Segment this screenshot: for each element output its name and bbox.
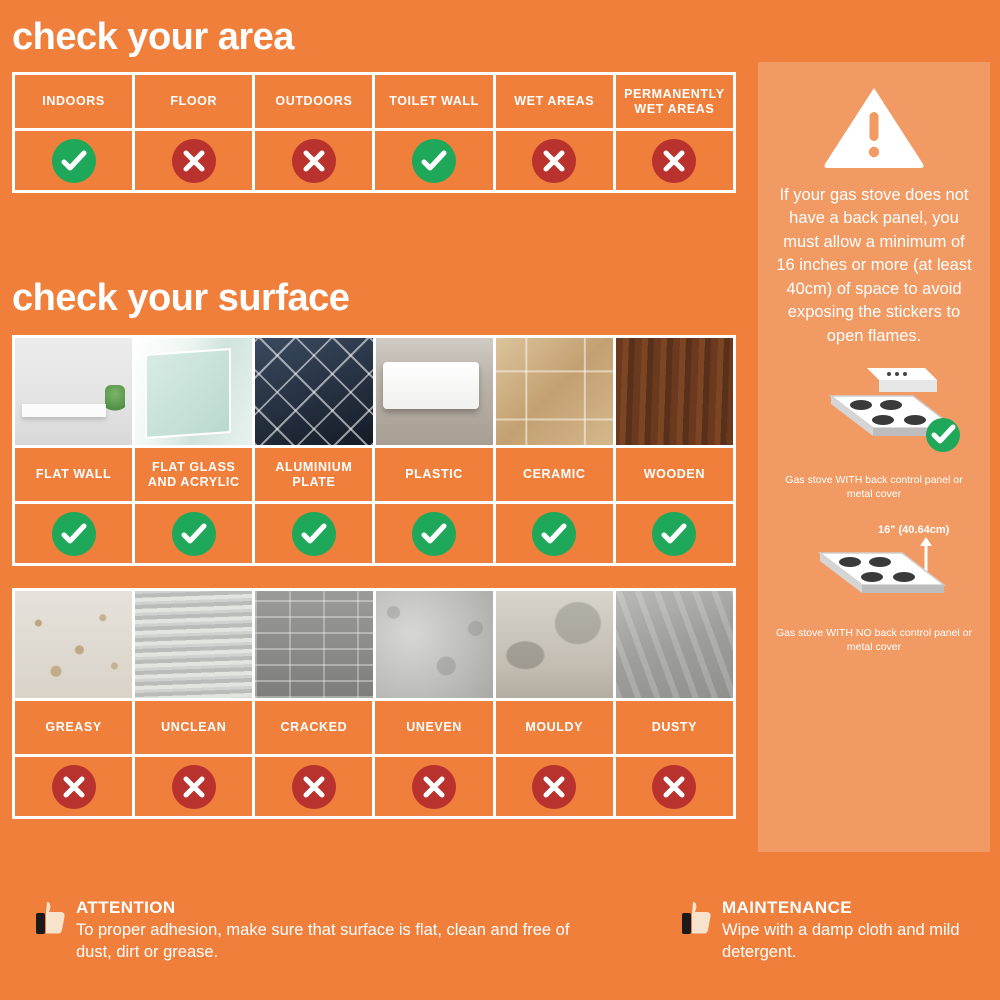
surface-image-uneven bbox=[376, 591, 496, 698]
cross-icon bbox=[292, 765, 336, 809]
surface-image-mouldy bbox=[496, 591, 616, 698]
area-label-cell: TOILET WALL bbox=[374, 74, 494, 130]
surface-bad-label-row bbox=[14, 700, 735, 756]
warning-text: If your gas stove does not have a back panel, you must allow a minimum of 16 inches or more (at least 40cm) of space to avoid exposing the stickers to open flames. bbox=[776, 186, 972, 345]
surface-bad-label-cell: CRACKED bbox=[254, 700, 374, 756]
area-mark-cell bbox=[254, 130, 374, 192]
check-icon bbox=[172, 512, 216, 556]
surface-good-label-cell: ALUMINIUM PLATE bbox=[254, 447, 374, 503]
surface-bad-mark-cell bbox=[254, 756, 374, 818]
surface-bad-mark-cell bbox=[134, 756, 254, 818]
cross-icon bbox=[532, 139, 576, 183]
surface-good-mark-row bbox=[14, 503, 735, 565]
area-label-cell: FLOOR bbox=[134, 74, 254, 130]
surface-image-flat-glass bbox=[135, 338, 255, 445]
surface-good-label-cell: WOODEN bbox=[614, 447, 734, 503]
cross-icon bbox=[52, 765, 96, 809]
surface-image-greasy bbox=[15, 591, 135, 698]
surface-good-mark-cell bbox=[254, 503, 374, 565]
check-icon bbox=[532, 512, 576, 556]
check-icon bbox=[652, 512, 696, 556]
thumbs-up-icon bbox=[34, 900, 66, 964]
surface-good-mark-cell bbox=[14, 503, 134, 565]
area-mark-cell bbox=[374, 130, 494, 192]
maintenance-body: Wipe with a damp cloth and mild detergent. bbox=[722, 921, 960, 961]
surface-bad-label-cell: MOULDY bbox=[494, 700, 614, 756]
surface-image-flat-wall bbox=[15, 338, 135, 445]
surface-bad-mark-row bbox=[14, 756, 735, 818]
surface-bad-table bbox=[12, 698, 736, 819]
attention-block bbox=[34, 898, 594, 964]
surface-bad-label-cell: UNCLEAN bbox=[134, 700, 254, 756]
surface-bad-image-strip bbox=[12, 588, 736, 698]
cross-icon bbox=[532, 765, 576, 809]
surface-good-label-cell: FLAT GLASS AND ACRYLIC bbox=[134, 447, 254, 503]
surface-bad-mark-cell bbox=[494, 756, 614, 818]
area-mark-cell bbox=[494, 130, 614, 192]
cross-icon bbox=[412, 765, 456, 809]
surface-bad-label-cell: GREASY bbox=[14, 700, 134, 756]
surface-bad-label-cell: DUSTY bbox=[614, 700, 734, 756]
area-label-cell: WET AREAS bbox=[494, 74, 614, 130]
check-icon bbox=[52, 139, 96, 183]
surface-good-label-row bbox=[14, 447, 735, 503]
surface-good-mark-cell bbox=[134, 503, 254, 565]
surface-good-mark-cell bbox=[374, 503, 494, 565]
thumbs-up-icon bbox=[680, 900, 712, 964]
area-mark-row bbox=[14, 130, 735, 192]
surface-good-mark-cell bbox=[614, 503, 734, 565]
check-icon bbox=[292, 512, 336, 556]
surface-image-dusty bbox=[616, 591, 733, 698]
surface-image-cracked bbox=[255, 591, 375, 698]
stove-with-panel-caption: Gas stove WITH back control panel or metal cover bbox=[785, 473, 963, 501]
surface-bad-mark-cell bbox=[14, 756, 134, 818]
check-icon bbox=[412, 139, 456, 183]
surface-image-plastic bbox=[376, 338, 496, 445]
surface-bad-mark-cell bbox=[374, 756, 494, 818]
area-mark-cell bbox=[614, 130, 734, 192]
cross-icon bbox=[652, 139, 696, 183]
surface-good-table bbox=[12, 445, 736, 566]
dimension-label: 16" (40.64cm) bbox=[878, 524, 950, 537]
attention-body: To proper adhesion, make sure that surface is flat, clean and free of dust, dirt or grease. bbox=[76, 921, 570, 961]
surface-heading: check your surface bbox=[12, 277, 350, 319]
surface-image-ceramic bbox=[496, 338, 616, 445]
gas-stove-with-panel-icon bbox=[779, 362, 969, 462]
footer bbox=[0, 888, 1000, 1000]
surface-image-unclean bbox=[135, 591, 255, 698]
cross-icon bbox=[652, 765, 696, 809]
cross-icon bbox=[172, 765, 216, 809]
attention-title: ATTENTION bbox=[76, 898, 176, 917]
gas-stove-no-panel-icon bbox=[774, 519, 974, 615]
surface-good-image-strip bbox=[12, 335, 736, 445]
cross-icon bbox=[292, 139, 336, 183]
area-label-row bbox=[14, 74, 735, 130]
stove-with-panel-block bbox=[758, 362, 990, 501]
warning-triangle-icon bbox=[821, 84, 927, 170]
surface-good-label-cell: PLASTIC bbox=[374, 447, 494, 503]
area-mark-cell bbox=[134, 130, 254, 192]
area-label-cell: PERMANENTLY WET AREAS bbox=[614, 74, 734, 130]
cross-icon bbox=[172, 139, 216, 183]
surface-image-wooden bbox=[616, 338, 733, 445]
surface-good-mark-cell bbox=[494, 503, 614, 565]
area-label-cell: OUTDOORS bbox=[254, 74, 374, 130]
maintenance-title: MAINTENANCE bbox=[722, 898, 853, 917]
surface-good-label-cell: FLAT WALL bbox=[14, 447, 134, 503]
stove-no-panel-caption: Gas stove WITH NO back control panel or metal cover bbox=[775, 627, 973, 654]
area-table bbox=[12, 72, 736, 193]
area-heading: check your area bbox=[12, 16, 294, 58]
area-mark-cell bbox=[14, 130, 134, 192]
left-column bbox=[12, 18, 736, 819]
area-label-cell: INDOORS bbox=[14, 74, 134, 130]
check-icon bbox=[52, 512, 96, 556]
maintenance-block bbox=[680, 898, 980, 964]
warning-panel bbox=[758, 62, 990, 852]
check-icon bbox=[412, 512, 456, 556]
surface-good-label-cell: CERAMIC bbox=[494, 447, 614, 503]
surface-bad-label-cell: UNEVEN bbox=[374, 700, 494, 756]
surface-image-aluminium bbox=[255, 338, 375, 445]
surface-bad-mark-cell bbox=[614, 756, 734, 818]
stove-no-panel-block bbox=[758, 519, 990, 654]
